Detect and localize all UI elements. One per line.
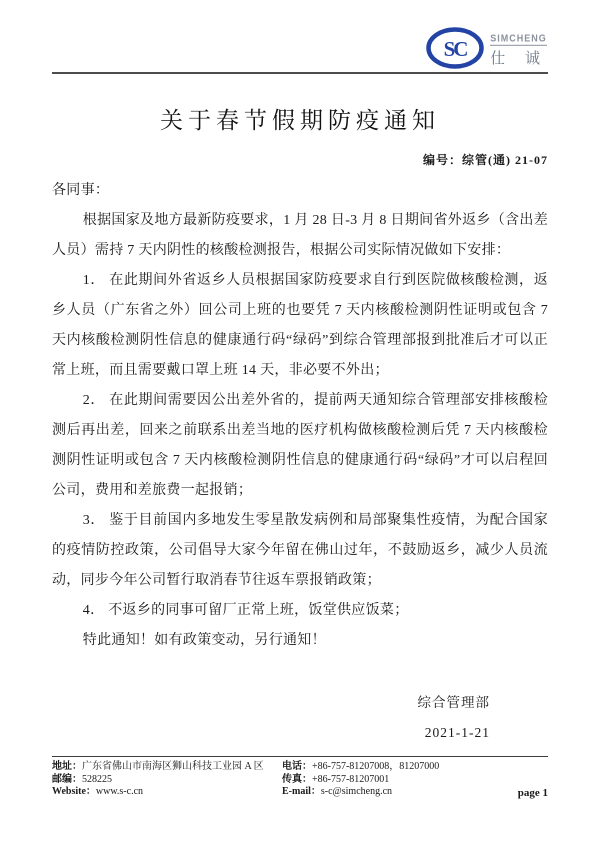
footer-fax bbox=[282, 774, 502, 787]
paragraph-item-1: 1． 在此期间外省返乡人员根据国家防疫要求自行到医院做核酸检测，返乡人员（广东省之外）回公司上班的也要凭 7 天内核酸检测阴性证明或包含 7 天内核酸检测阴性信息的健康通行码“绿码”到综合管理部报到批准后才可以正常上班，而且需要戴口罩上班 14 天，非必要不外出； bbox=[52, 273, 548, 378]
postcode-value: 528225 bbox=[82, 773, 112, 785]
phone-label: 电话： bbox=[282, 761, 312, 772]
footer-phone bbox=[282, 761, 502, 774]
address-value: 广东省佛山市南海区狮山科技工业园 A 区 bbox=[82, 761, 264, 772]
brand-name-chinese: 仕 诚 bbox=[490, 51, 548, 67]
brand-text-block bbox=[490, 33, 548, 68]
email-value: s-c@simcheng.cn bbox=[320, 786, 393, 797]
fax-value: +86-757-81207001 bbox=[312, 773, 390, 785]
website-label: Website： bbox=[52, 786, 96, 797]
signature-date: 2021-1-21 bbox=[424, 725, 490, 740]
svg-text:SC: SC bbox=[443, 37, 467, 61]
document-number: 编号：综管(通) 21-07 bbox=[423, 153, 548, 167]
footer-website bbox=[52, 786, 282, 799]
phone-value: +86-757-81207008，81207000 bbox=[312, 761, 440, 772]
paragraph-intro: 根据国家及地方最新防疫要求，1 月 28 日-3 月 8 日期间省外返乡（含出差人员）需持 7 天内阴性的核酸检测报告，根据公司实际情况做如下安排： bbox=[52, 213, 548, 258]
website-value: www.s-c.cn bbox=[95, 786, 144, 797]
page-footer bbox=[52, 756, 548, 799]
brand-name-english: SIMCHENG bbox=[490, 32, 547, 46]
paragraph-closing: 特此通知！如有政策变动，另行通知！ bbox=[82, 633, 326, 648]
paragraph-item-4: 4． 不返乡的同事可留厂正常上班，饭堂供应饭菜； bbox=[82, 603, 409, 618]
email-label: E-mail： bbox=[282, 786, 321, 797]
page-header bbox=[52, 30, 548, 74]
document-title: 关于春节假期防疫通知 bbox=[160, 108, 440, 133]
address-label: 地址： bbox=[52, 761, 82, 772]
page-number: page 1 bbox=[517, 786, 548, 799]
footer-right-column bbox=[282, 761, 502, 799]
salutation: 各同事： bbox=[52, 183, 110, 198]
footer-address bbox=[52, 761, 282, 774]
fax-label: 传真： bbox=[282, 773, 312, 785]
footer-left-column bbox=[52, 761, 282, 799]
postcode-label: 邮编： bbox=[52, 773, 82, 785]
simcheng-logo-icon bbox=[425, 26, 485, 75]
paragraph-item-3: 3． 鉴于目前国内多地发生零星散发病例和局部聚集性疫情，为配合国家的疫情防控政策，公司倡导大家今年留在佛山过年，不鼓励返乡，减少人员流动，同步今年公司暂行取消春节往返车票报销政策； bbox=[52, 513, 548, 588]
company-logo bbox=[425, 26, 548, 75]
signature-block bbox=[52, 688, 548, 748]
signature-department: 综合管理部 bbox=[417, 695, 490, 710]
footer-postcode bbox=[52, 774, 282, 787]
document-body bbox=[52, 176, 548, 656]
footer-email bbox=[282, 786, 502, 799]
paragraph-item-2: 2． 在此期间需要因公出差外省的，提前两天通知综合管理部安排核酸检测后再出差，回来之前联系出差当地的医疗机构做核酸检测后凭 7 天内核酸检测阴性证明或包含 7 天内核酸检测阴性信息的健康通行码“绿码”才可以启程回公司，费用和差旅费一起报销； bbox=[52, 393, 548, 498]
